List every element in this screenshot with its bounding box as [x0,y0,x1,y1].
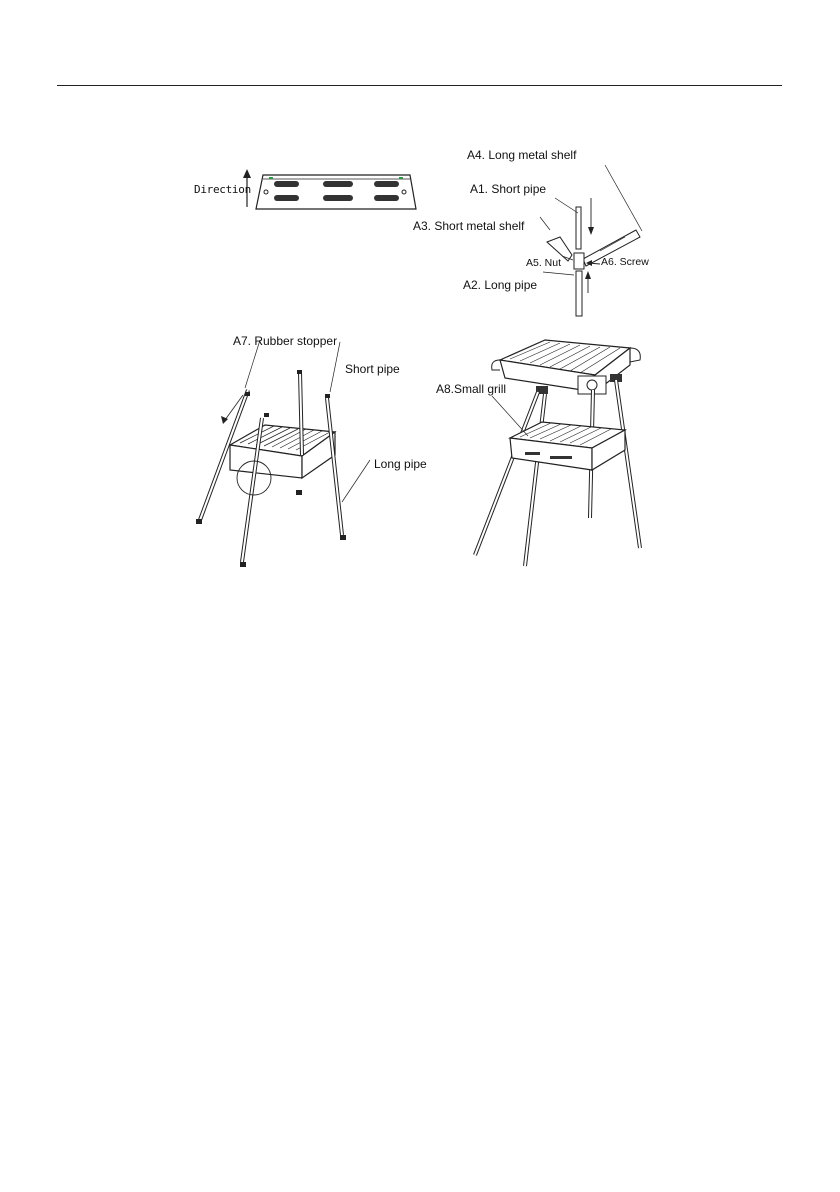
direction-label: Direction [194,183,251,196]
shelf-direction-figure [190,165,440,215]
pipe-assembly-figure [410,145,670,325]
stand-exploded-drawing [190,330,460,570]
header-rule [57,85,782,86]
label-a6-screw: A6. Screw [601,256,649,268]
assembled-grill-drawing [430,330,670,575]
metal-shelf-drawing [190,165,440,215]
label-a5-nut: A5. Nut [526,257,562,269]
assembled-grill-figure [430,330,670,575]
label-a3-short-metal-shelf: A3. Short metal shelf [413,219,525,233]
stand-exploded-figure [190,330,460,570]
pipe-assembly-drawing [410,145,670,325]
label-long-pipe: Long pipe [374,457,427,471]
label-a1-short-pipe: A1. Short pipe [470,182,547,196]
label-a7-rubber-stopper: A7. Rubber stopper [233,334,338,348]
label-short-pipe: Short pipe [345,362,400,376]
label-a8-small-grill: A8.Small grill [436,382,507,396]
label-a2-long-pipe: A2. Long pipe [463,278,538,292]
label-a4-long-metal-shelf: A4. Long metal shelf [467,148,577,162]
